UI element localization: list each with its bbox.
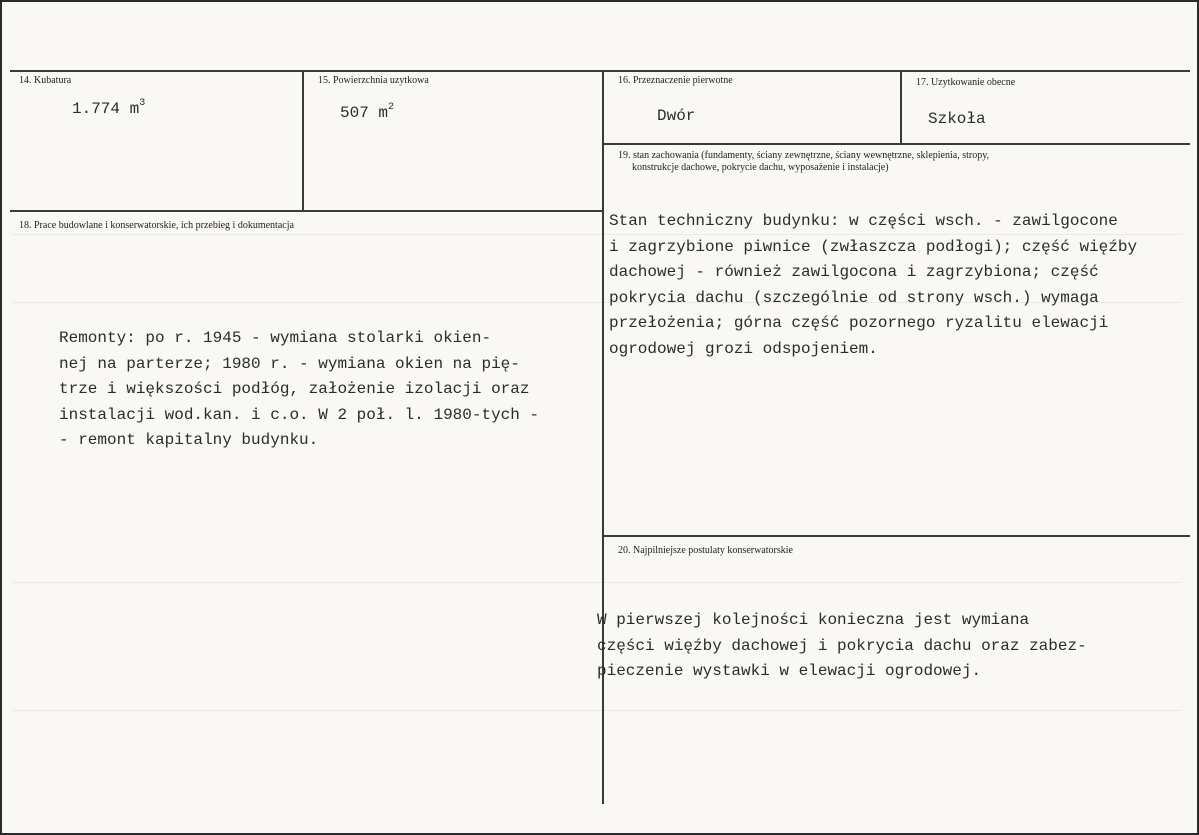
- field-15-value: 507 $m^2$: [340, 102, 395, 122]
- text-line: nej na parterze; 1980 r. - wymiana okien na pię-: [59, 354, 520, 373]
- divider-16-17: [900, 70, 902, 143]
- field-17-value: Szkoła: [928, 110, 986, 128]
- text-line: W pierwszej kolejności konieczna jest wymiana: [597, 611, 1030, 629]
- field-19-label-line2: konstrukcje dachowe, pokrycie dachu, wyposażenie i instalacje): [632, 162, 889, 173]
- field-15-label: 15. Powierzchnia uzytkowa: [318, 75, 429, 86]
- center-divider: [602, 70, 604, 804]
- field-18-text: [59, 326, 539, 454]
- field-20-label: 20. Najpilniejsze postulaty konserwatorskie: [618, 545, 793, 556]
- text-line: - remont kapitalny budynku.: [59, 431, 319, 449]
- text-line: dachowej - również zawilgocona i zagrzybiona; część: [609, 263, 1099, 281]
- text-line: Stan techniczny budynku: w części wsch. - zawilgocone: [609, 212, 1118, 230]
- text-line: pieczenie wystawki w elewacji ogrodowej.: [597, 662, 982, 680]
- rule-above-field-20: [602, 535, 1190, 537]
- field-16-value: Dwór: [657, 107, 696, 125]
- field-14-label: 14. Kubatura: [19, 75, 72, 86]
- text-line: części więźby dachowej i pokrycia dachu oraz zabez-: [597, 636, 1087, 655]
- rule-above-field-19: [602, 143, 1190, 145]
- text-line: trze i większości podłóg, założenie izolacji oraz: [59, 380, 530, 398]
- show-through-line: [12, 582, 1182, 583]
- field-16-label: 16. Przeznaczenie pierwotne: [618, 75, 733, 86]
- field-18-label: 18. Prace budowlane i konserwatorskie, ich przebieg i dokumentacja: [19, 220, 294, 231]
- divider-14-15: [302, 70, 304, 210]
- text-line: pokrycia dachu (szczególnie od strony wsch.) wymaga: [609, 288, 1099, 307]
- text-line: instalacji wod.kan. i c.o. W 2 poł. l. 1980-tych -: [59, 405, 540, 424]
- text-line: ogrodowej grozi odspojeniem.: [609, 339, 878, 358]
- top-rule: [10, 70, 1190, 72]
- text-line: przełożenia; górna część pozornego ryzalitu elewacji: [609, 314, 1109, 332]
- text-line: Remonty: po r. 1945 - wymiana stolarki okien-: [59, 329, 492, 347]
- field-19-text: [609, 209, 1137, 362]
- rule-above-field-18: [10, 210, 602, 212]
- field-19-label-line1: 19. stan zachowania (fundamenty, ściany zewnętrzne, ściany wewnętrzne, sklepienia, stropy,: [618, 150, 990, 161]
- show-through-line: [12, 710, 1182, 711]
- field-14-value: 1.774 $m^3$: [72, 98, 146, 118]
- field-17-label: 17. Uzytkowanie obecne: [916, 77, 1016, 88]
- text-line: i zagrzybione piwnice (zwłaszcza podłogi); część więźby: [609, 237, 1138, 256]
- field-20-text: [597, 608, 1087, 685]
